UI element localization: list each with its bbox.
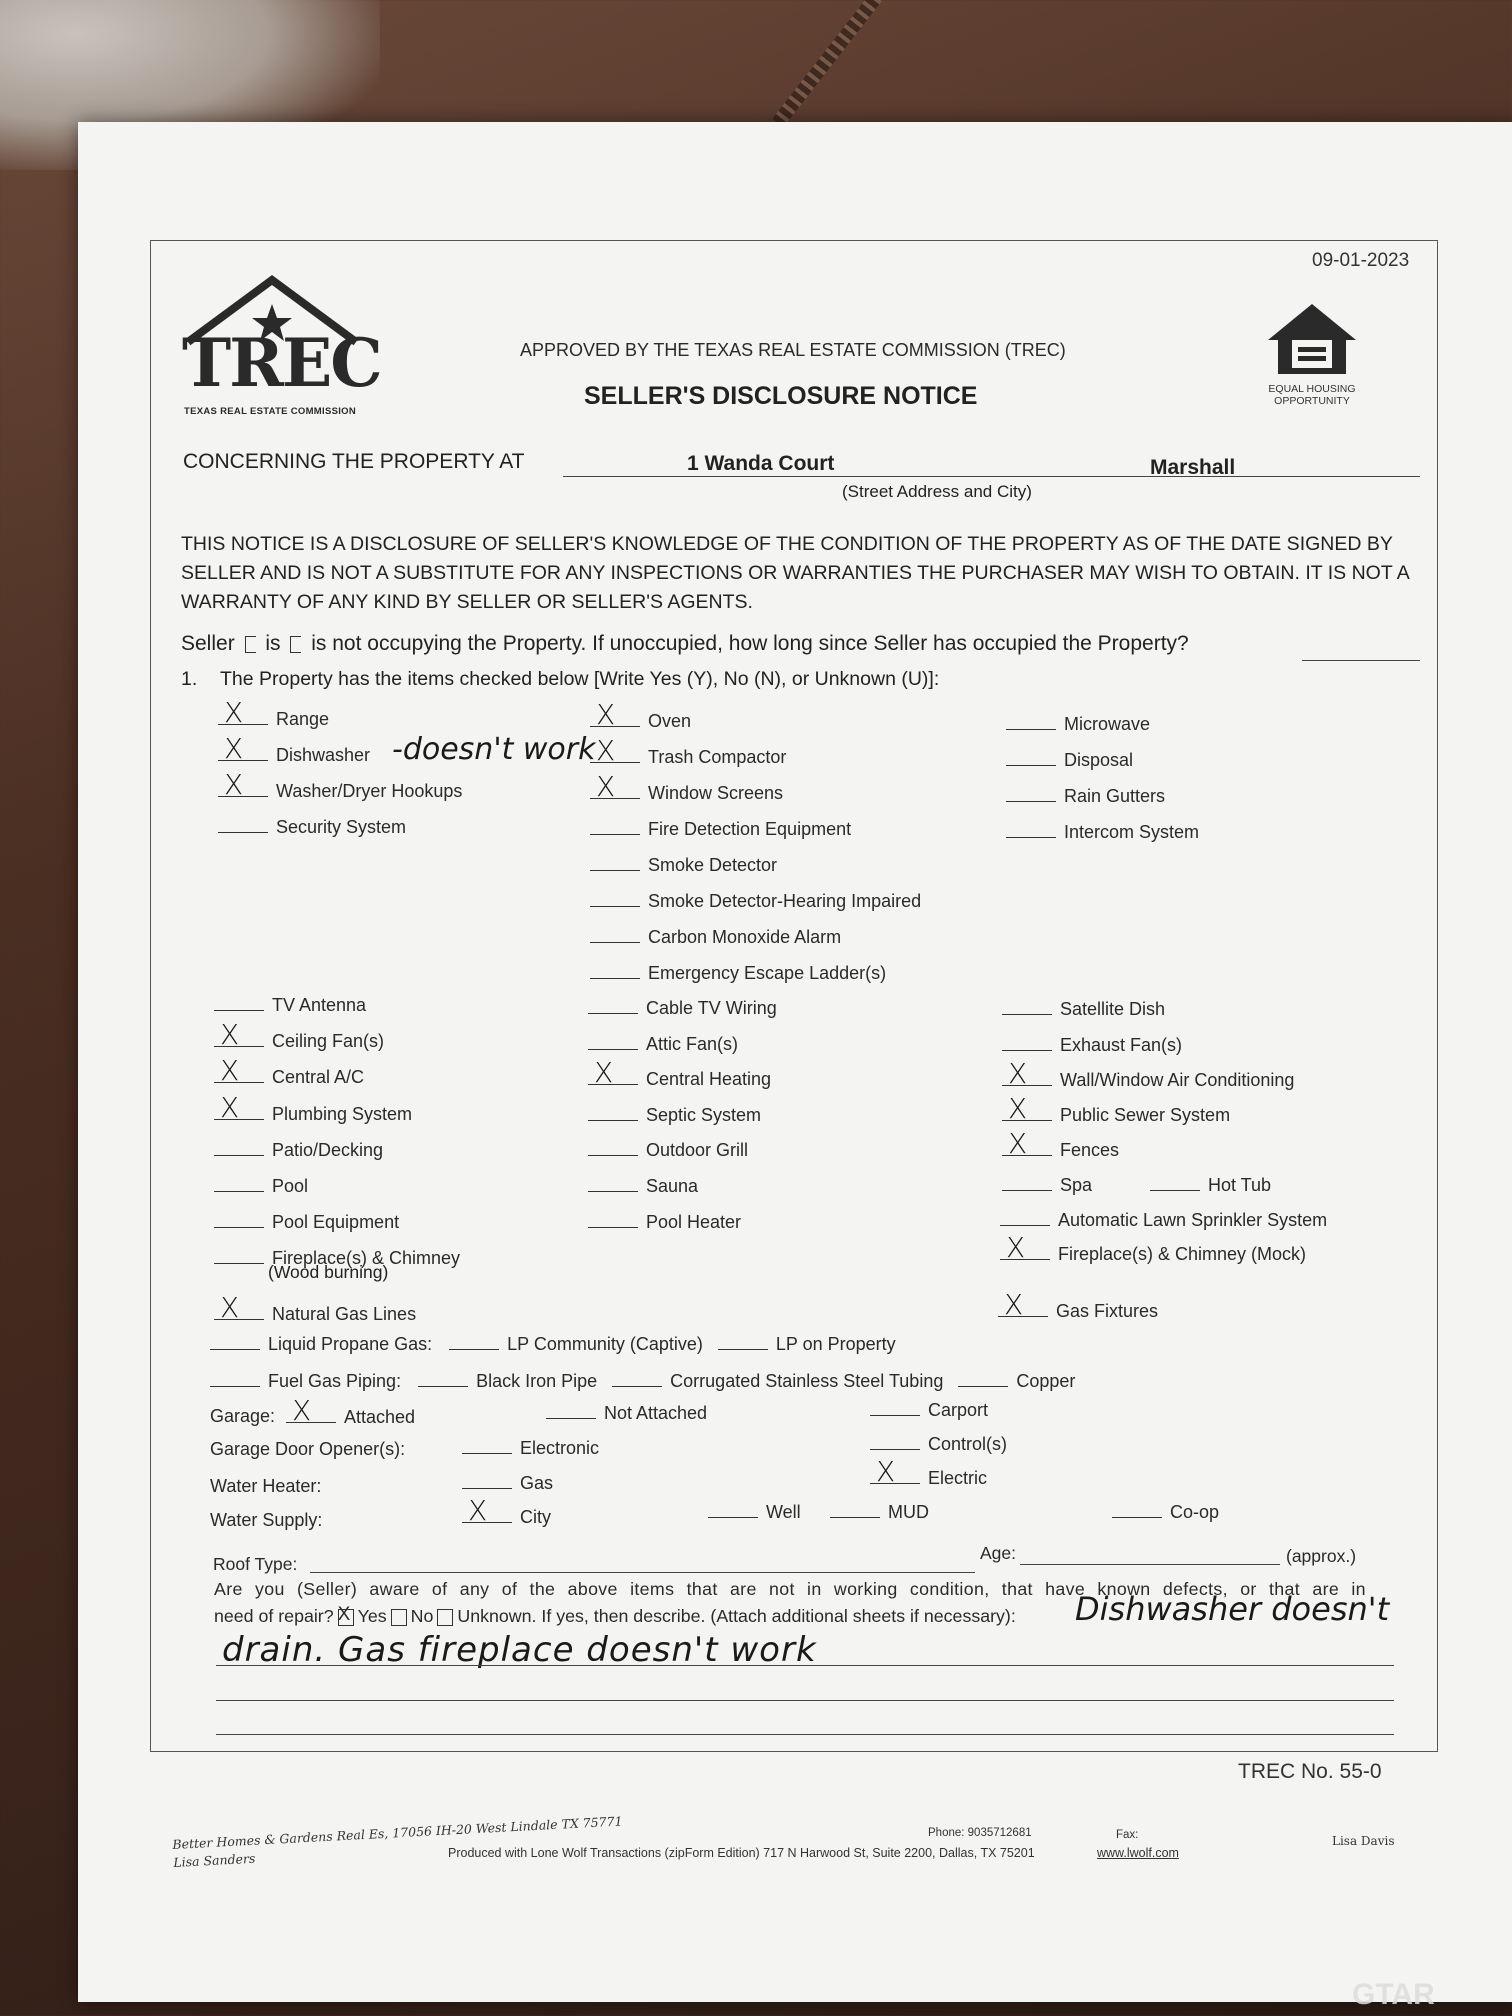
trec-logo <box>180 272 381 422</box>
checklist-label: Patio/Decking <box>272 1140 384 1160</box>
fireplace-sub-label: (Wood burning) <box>268 1262 389 1282</box>
concerning-label: CONCERNING THE PROPERTY AT <box>183 450 525 473</box>
heater-gas-item <box>462 1472 553 1494</box>
repair-line-2[interactable] <box>216 1700 1394 1701</box>
occupancy-question: is not occupying the Property. If unoccupied, how long since Seller has occupied the Property? <box>311 632 1189 655</box>
checklist-item-exhaust-fan-s <box>1002 1034 1182 1056</box>
checklist-blank[interactable] <box>590 734 640 767</box>
checklist-blank[interactable] <box>588 997 638 1014</box>
roof-age-label: Age: <box>980 1543 1016 1563</box>
checklist-blank[interactable] <box>218 816 268 833</box>
checklist-item-hot-tub <box>1150 1174 1271 1196</box>
checklist-item-washer-dryer-hookups <box>218 768 463 802</box>
checklist-blank[interactable] <box>218 696 268 729</box>
checklist-item-natural-gas-lines <box>214 1291 417 1325</box>
check-mark: X <box>224 732 244 765</box>
approved-line: APPROVED BY THE TEXAS REAL ESTATE COMMISSION (TREC) <box>520 340 1066 360</box>
repair-line-3[interactable] <box>216 1734 1394 1735</box>
checklist-label: Disposal <box>1064 750 1134 770</box>
checklist-label: Carbon Monoxide Alarm <box>648 927 842 947</box>
checklist-label: Spa <box>1060 1175 1093 1195</box>
checklist-blank[interactable] <box>588 1033 638 1050</box>
checklist-blank[interactable] <box>214 1291 264 1324</box>
occupancy-is: is <box>265 632 281 655</box>
checklist-blank[interactable] <box>590 770 640 803</box>
checklist-item-fireplace-s-chimney-mock <box>1000 1231 1307 1265</box>
opener-electronic-blank[interactable] <box>462 1437 512 1454</box>
footer-agent: Lisa Sanders <box>172 1850 256 1870</box>
checklist-item-plumbing-system <box>214 1091 413 1125</box>
footer-produced: Produced with Lone Wolf Transactions (zipForm Edition) 717 N Harwood St, Suite 2200, Dallas, TX 75201 <box>448 1846 1035 1860</box>
checklist-label: Wall/Window Air Conditioning <box>1060 1070 1295 1090</box>
supply-well-item <box>708 1501 801 1523</box>
checklist-blank[interactable] <box>214 994 264 1011</box>
check-mark: X <box>594 1056 614 1089</box>
checklist-label: Fences <box>1060 1140 1120 1160</box>
checklist-label: Natural Gas Lines <box>272 1304 417 1324</box>
question-1-text: The Property has the items checked below [Write Yes (Y), No (N), or Unknown (U)]: <box>220 668 940 690</box>
checklist-label: Fireplace(s) & Chimney (Mock) <box>1058 1244 1307 1264</box>
checklist-blank[interactable] <box>1002 1127 1052 1160</box>
footer-name-right: Lisa Davis <box>1332 1834 1395 1848</box>
checklist-blank[interactable] <box>590 962 640 979</box>
footer-phone <box>928 1827 1032 1839</box>
checklist-blank[interactable] <box>590 926 640 943</box>
checklist-item-ceiling-fan-s <box>214 1018 385 1052</box>
checklist-item-pool-heater <box>588 1211 741 1233</box>
occupancy-seller: Seller <box>181 632 235 655</box>
check-mark: X <box>292 1394 312 1427</box>
checklist-blank[interactable] <box>214 1247 264 1264</box>
check-mark: X <box>1006 1231 1026 1264</box>
checklist-label: Fireplace(s) & Chimney <box>272 1248 461 1268</box>
heater-gas-label: Gas <box>520 1473 554 1493</box>
checklist-label: Hot Tub <box>1208 1175 1272 1195</box>
check-mark: X <box>596 734 616 767</box>
equal-housing-logo <box>1262 300 1362 407</box>
checklist-blank[interactable] <box>590 854 640 871</box>
fuel-gas-row <box>210 1370 1075 1392</box>
checklist-label: Septic System <box>646 1105 762 1125</box>
checklist-item-window-screens <box>590 770 784 804</box>
not-occupying-checkbox[interactable] <box>290 636 301 653</box>
form-date: 09-01-2023 <box>1312 250 1410 271</box>
checklist-item-patio-decking <box>214 1139 383 1161</box>
checklist-label: Rain Gutters <box>1064 786 1166 806</box>
trec-logo-sub: TEXAS REAL ESTATE COMMISSION <box>184 406 357 417</box>
checklist-item-rain-gutters <box>1006 785 1165 807</box>
check-mark: X <box>1008 1127 1028 1160</box>
checklist-blank[interactable] <box>214 1211 264 1228</box>
checklist-blank[interactable] <box>1006 713 1056 730</box>
checklist-blank[interactable] <box>214 1139 264 1156</box>
copper-blank[interactable] <box>958 1370 1008 1387</box>
checklist-label: Pool <box>272 1176 309 1196</box>
check-mark: X <box>1004 1288 1024 1321</box>
checklist-blank[interactable] <box>590 890 640 907</box>
checklist-blank[interactable] <box>1000 1209 1050 1226</box>
repair-yes-label: Yes <box>357 1606 387 1626</box>
checklist-item-wall-window-air-conditioning <box>1002 1057 1295 1091</box>
checklist-item-tv-antenna <box>214 994 366 1016</box>
notice-line: SELLER AND IS NOT A SUBSTITUTE FOR ANY INSPECTIONS OR WARRANTIES THE PURCHASER MAY WISH TO OBTAIN. IT IS NOT A <box>181 562 1410 584</box>
garage-not-attached-blank[interactable] <box>546 1402 596 1419</box>
checklist-label: Intercom System <box>1064 822 1200 842</box>
checklist-blank[interactable] <box>1002 1057 1052 1090</box>
copper-label: Copper <box>1016 1371 1076 1391</box>
roof-age-line[interactable] <box>1020 1564 1280 1565</box>
notice-paragraph <box>181 530 1410 617</box>
repair-yes-checkbox[interactable] <box>337 1603 354 1626</box>
equal-housing-text: EQUAL HOUSING OPPORTUNITY <box>1268 383 1356 407</box>
repair-answer-handwriting-1: Dishwasher doesn't <box>1075 1590 1390 1628</box>
checklist-label: Window Screens <box>648 783 784 803</box>
checklist-label: Automatic Lawn Sprinkler System <box>1058 1210 1328 1230</box>
opener-label: Garage Door Opener(s): <box>210 1439 406 1459</box>
checklist-blank[interactable] <box>1002 998 1052 1015</box>
black-iron-label: Black Iron Pipe <box>476 1371 598 1391</box>
checklist-label: Pool Heater <box>646 1212 742 1232</box>
corner-watermark: GTAR <box>1352 1978 1435 2011</box>
opener-controls-item <box>870 1433 1007 1455</box>
garage-attached-item <box>286 1394 416 1428</box>
supply-city-blank[interactable] <box>462 1494 512 1527</box>
checklist-label: Cable TV Wiring <box>646 998 777 1018</box>
checklist-item-intercom-system <box>1006 821 1199 843</box>
check-mark: X <box>224 696 244 729</box>
checklist-label: Exhaust Fan(s) <box>1060 1035 1183 1055</box>
lp-property-label: LP on Property <box>775 1334 896 1354</box>
fuel-gas-label: Fuel Gas Piping: <box>268 1371 402 1391</box>
checklist-item-disposal <box>1006 749 1133 771</box>
footer-broker-name: Better Homes & Gardens Real Es, 17056 IH-20 West Lindale TX 75771 <box>172 1813 623 1852</box>
trec-number: TREC No. 55-0 <box>1238 1760 1382 1783</box>
notice-line: WARRANTY OF ANY KIND BY SELLER OR SELLER'S AGENTS. <box>181 591 753 613</box>
black-iron-blank[interactable] <box>418 1370 468 1387</box>
checklist-item-automatic-lawn-sprinkler-system <box>1000 1209 1327 1231</box>
checklist-label: Microwave <box>1064 714 1151 734</box>
footer-phone-number: 9035712681 <box>967 1827 1032 1839</box>
checklist-label: Satellite Dish <box>1060 999 1166 1019</box>
checklist-item-pool-equipment <box>214 1211 399 1233</box>
checklist-label: Trash Compactor <box>648 747 787 767</box>
checklist-label: Plumbing System <box>272 1104 413 1124</box>
occupancy-line <box>181 632 1189 656</box>
address-caption: (Street Address and City) <box>842 482 1032 501</box>
checklist-blank[interactable] <box>998 1288 1048 1321</box>
checklist-label: Emergency Escape Ladder(s) <box>648 963 887 983</box>
checklist-item-emergency-escape-ladder-s <box>590 962 886 984</box>
footer-url-link[interactable]: www.lwolf.com <box>1097 1846 1179 1860</box>
checklist-item-dishwasher <box>218 732 371 766</box>
checklist-label: Outdoor Grill <box>646 1140 749 1160</box>
checklist-label: Attic Fan(s) <box>646 1034 739 1054</box>
checklist-item-central-heating <box>588 1056 772 1090</box>
leather-seam <box>772 0 882 127</box>
checklist-label: Range <box>276 709 330 729</box>
repair-line-1[interactable] <box>216 1665 1394 1666</box>
heater-electric-blank[interactable] <box>870 1455 920 1488</box>
checklist-blank[interactable] <box>218 732 268 765</box>
checklist-item-spa <box>1002 1174 1092 1196</box>
check-mark: X <box>220 1291 240 1324</box>
lp-community-label: LP Community (Captive) <box>507 1334 703 1354</box>
checklist-item-fences <box>1002 1127 1120 1161</box>
heater-electric-label: Electric <box>928 1468 988 1488</box>
checklist-blank[interactable] <box>1002 1092 1052 1125</box>
opener-electronic-item <box>462 1437 599 1459</box>
opener-controls-label: Control(s) <box>928 1434 1008 1454</box>
check-mark: X <box>1008 1057 1028 1090</box>
checklist-item-pool <box>214 1175 308 1197</box>
checklist-item-gas-fixtures <box>998 1288 1159 1322</box>
lp-community-blank[interactable] <box>449 1333 499 1350</box>
checklist-label: Sauna <box>646 1176 699 1196</box>
supply-mud-item <box>830 1501 929 1523</box>
checklist-blank[interactable] <box>1006 749 1056 766</box>
checklist-item-outdoor-grill <box>588 1139 748 1161</box>
supply-mud-blank[interactable] <box>830 1501 880 1518</box>
checklist-blank[interactable] <box>1006 785 1056 802</box>
checklist-blank[interactable] <box>588 1056 638 1089</box>
opener-controls-blank[interactable] <box>870 1433 920 1450</box>
check-mark: X <box>596 770 616 803</box>
checklist-label: Central A/C <box>272 1067 365 1087</box>
checklist-blank[interactable] <box>588 1104 638 1121</box>
lp-label: Liquid Propane Gas: <box>268 1334 433 1354</box>
check-mark: X <box>224 768 244 801</box>
property-address[interactable]: 1 Wanda Court <box>687 452 835 475</box>
checklist-label: Fire Detection Equipment <box>648 819 852 839</box>
checklist-blank[interactable] <box>590 818 640 835</box>
checklist-blank[interactable] <box>214 1018 264 1051</box>
carport-item <box>870 1399 988 1421</box>
checklist-label: Ceiling Fan(s) <box>272 1031 385 1051</box>
repair-question-prefix: need of repair? <box>214 1606 334 1626</box>
notice-line: THIS NOTICE IS A DISCLOSURE OF SELLER'S KNOWLEDGE OF THE CONDITION OF THE PROPERTY AS OF THE DATE SIGNED BY <box>181 533 1393 555</box>
supply-well-label: Well <box>766 1502 801 1522</box>
dishwasher-handwritten-note: -doesn't work <box>392 732 596 767</box>
fuel-gas-blank[interactable] <box>210 1370 260 1387</box>
roof-type-label: Roof Type: <box>213 1554 298 1574</box>
garage-label: Garage: <box>210 1406 276 1426</box>
checklist-item-carbon-monoxide-alarm <box>590 926 841 948</box>
checklist-item-smoke-detector-hearing-impaired <box>590 890 921 912</box>
lp-blank[interactable] <box>210 1333 260 1350</box>
repair-unknown-checkbox[interactable] <box>437 1609 453 1626</box>
checklist-item-cable-tv-wiring <box>588 997 777 1019</box>
supply-coop-label: Co-op <box>1170 1502 1220 1522</box>
garage-not-attached-label: Not Attached <box>604 1403 708 1423</box>
repair-answer-handwriting-2: drain. Gas fireplace doesn't work <box>222 1630 817 1670</box>
garage-attached-blank[interactable] <box>286 1394 336 1427</box>
checklist-label: Central Heating <box>646 1069 772 1089</box>
heater-electric-item <box>870 1455 988 1489</box>
checklist-item-oven <box>590 698 692 732</box>
check-mark: X <box>596 698 616 731</box>
checklist-label: TV Antenna <box>272 995 367 1015</box>
check-mark: X <box>220 1091 240 1124</box>
liquid-propane-row <box>210 1333 896 1355</box>
repair-unknown-label: Unknown. If yes, then describe. (Attach additional sheets if necessary): <box>457 1606 1016 1626</box>
checklist-label: Security System <box>276 817 407 837</box>
supply-city-label: City <box>520 1507 551 1527</box>
checklist-blank[interactable] <box>588 1211 638 1228</box>
supply-coop-item <box>1112 1501 1219 1523</box>
page-title: SELLER'S DISCLOSURE NOTICE <box>584 382 978 410</box>
supply-well-blank[interactable] <box>708 1501 758 1518</box>
checklist-blank[interactable] <box>1000 1231 1050 1264</box>
checklist-blank[interactable] <box>1006 821 1056 838</box>
checklist-item-smoke-detector <box>590 854 777 876</box>
garage-not-attached-item <box>546 1402 707 1424</box>
check-mark: X <box>220 1054 240 1087</box>
check-mark: X <box>337 1603 351 1625</box>
checklist-blank[interactable] <box>214 1091 264 1124</box>
repair-question-line1: Are you (Seller) aware of any of the above items that are not in working condition, that have known defects, or that are in <box>214 1579 1366 1599</box>
footer-fax: Fax: <box>1116 1829 1139 1841</box>
repair-question-line2 <box>214 1603 1016 1627</box>
checklist-item-central-a-c <box>214 1054 365 1088</box>
check-mark: X <box>1008 1092 1028 1125</box>
occupancy-answer-line[interactable] <box>1302 660 1420 661</box>
checklist-label: Washer/Dryer Hookups <box>276 781 463 801</box>
checklist-label: Smoke Detector <box>648 855 778 875</box>
csst-label: Corrugated Stainless Steel Tubing <box>670 1371 944 1391</box>
supply-coop-blank[interactable] <box>1112 1501 1162 1518</box>
supply-mud-label: MUD <box>888 1502 929 1522</box>
roof-type-line[interactable] <box>310 1572 975 1573</box>
checklist-blank[interactable] <box>1002 1174 1052 1191</box>
roof-approx-label: (approx.) <box>1286 1546 1357 1566</box>
check-mark: X <box>876 1455 896 1488</box>
checklist-label: Pool Equipment <box>272 1212 400 1232</box>
checklist-label: Gas Fixtures <box>1056 1301 1159 1321</box>
checklist-item-attic-fan-s <box>588 1033 738 1055</box>
checklist-label: Oven <box>648 711 692 731</box>
water-supply-label: Water Supply: <box>210 1510 323 1530</box>
checklist-blank[interactable] <box>590 698 640 731</box>
garage-attached-label: Attached <box>344 1407 416 1427</box>
check-mark: X <box>468 1494 488 1527</box>
repair-no-checkbox[interactable] <box>391 1609 407 1626</box>
checklist-blank[interactable] <box>214 1054 264 1087</box>
checklist-blank[interactable] <box>588 1139 638 1156</box>
checklist-item-security-system <box>218 816 406 838</box>
checklist-label: Public Sewer System <box>1060 1105 1231 1125</box>
checklist-item-trash-compactor <box>590 734 787 768</box>
checklist-label: Dishwasher <box>276 745 371 765</box>
checklist-blank[interactable] <box>1150 1174 1200 1191</box>
repair-no-label: No <box>410 1606 434 1626</box>
heater-gas-blank[interactable] <box>462 1472 512 1489</box>
checklist-blank[interactable] <box>218 768 268 801</box>
occupying-checkbox[interactable] <box>245 636 256 653</box>
trec-logo-text: TREC <box>182 324 381 402</box>
checklist-item-fire-detection-equipment <box>590 818 851 840</box>
carport-label: Carport <box>928 1400 989 1420</box>
checklist-blank[interactable] <box>1002 1034 1052 1051</box>
equal-housing-icon <box>1262 300 1362 378</box>
csst-blank[interactable] <box>612 1370 662 1387</box>
opener-electronic-label: Electronic <box>520 1438 600 1458</box>
checklist-item-range <box>218 696 330 730</box>
address-line <box>563 476 1420 477</box>
checklist-blank[interactable] <box>214 1175 264 1192</box>
check-mark: X <box>220 1018 240 1051</box>
checklist-item-public-sewer-system <box>1002 1092 1231 1126</box>
property-city[interactable]: Marshall <box>1150 456 1236 479</box>
supply-city-item <box>462 1494 551 1528</box>
checklist-item-septic-system <box>588 1104 761 1126</box>
lp-property-blank[interactable] <box>718 1333 768 1350</box>
water-heater-label: Water Heater: <box>210 1476 322 1496</box>
checklist-item-satellite-dish <box>1002 998 1165 1020</box>
checklist-item-sauna <box>588 1175 698 1197</box>
question-1-number: 1. <box>181 668 198 690</box>
checklist-blank[interactable] <box>588 1175 638 1192</box>
carport-blank[interactable] <box>870 1399 920 1416</box>
footer-phone-label: Phone: <box>928 1827 965 1839</box>
checklist-item-microwave <box>1006 713 1150 735</box>
checklist-label: Smoke Detector-Hearing Impaired <box>648 891 922 911</box>
